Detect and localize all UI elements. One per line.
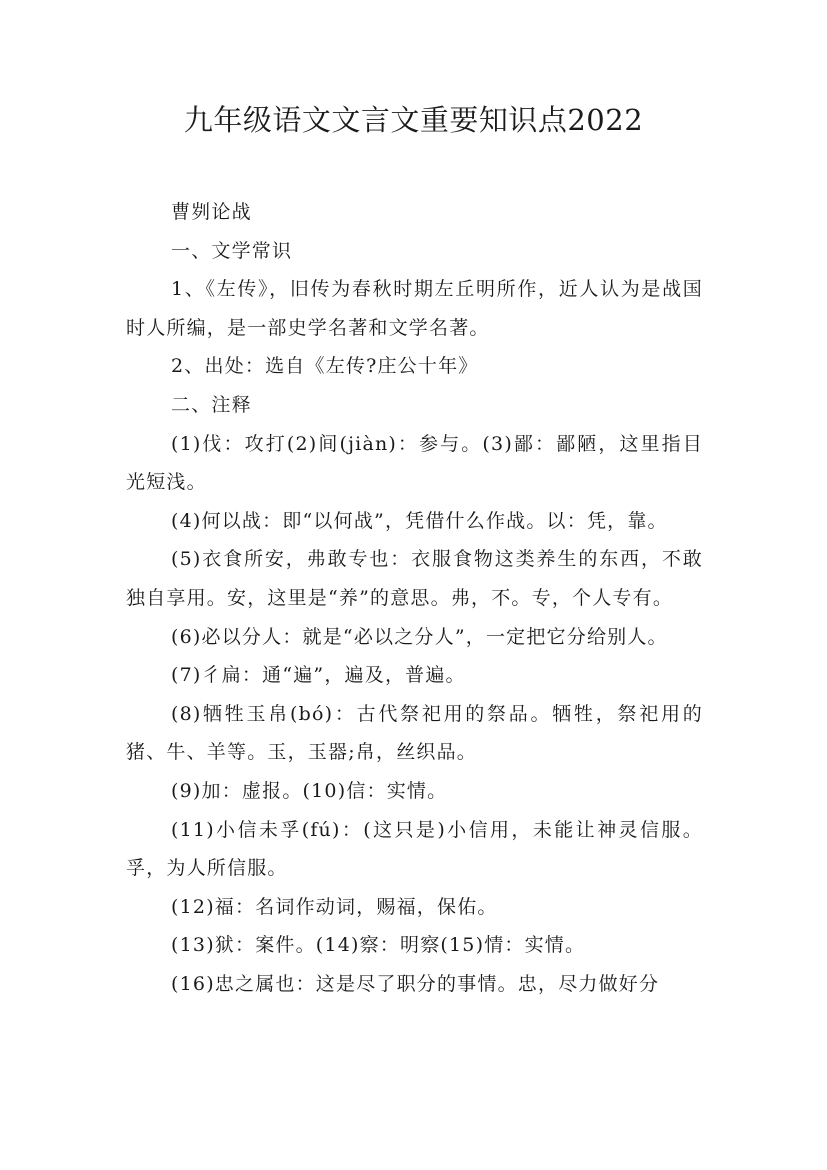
paragraph-zuozhuan: 1、《左传》，旧传为春秋时期左丘明所作，近人认为是战国时人所编，是一部史学名著和文学名著。 (126, 278, 703, 339)
annotation-item: (12)福：名词作动词，赐福，保佑。 (171, 895, 498, 918)
document-body (126, 193, 703, 1003)
annotation-item: (6)必以分人：就是“必以之分人”，一定把它分给别人。 (171, 625, 668, 648)
paragraph-source: 2、出处：选自《左传?庄公十年》 (171, 355, 479, 378)
annotation-item: (13)狱：案件。(14)察：明察(15)情：实情。 (171, 934, 586, 957)
annotation-item: (4)何以战：即“以何战”，凭借什么作战。以：凭，靠。 (171, 509, 668, 532)
annotation-item: (5)衣食所安，弗敢专也：衣服食物这类养生的东西，不敢独自享用。安，这里是“养”的意思。弗，不。专，个人专有。 (126, 548, 703, 609)
annotation-item: (9)加：虚报。(10)信：实情。 (171, 779, 448, 802)
document-title: 九年级语文文言文重要知识点2022 (183, 103, 644, 137)
annotation-item: (16)忠之属也：这是尽了职分的事情。忠，尽力做好分 (171, 972, 660, 995)
annotation-item: (1)伐：攻打(2)间(jiàn)：参与。(3)鄙：鄙陋，这里指目光短浅。 (126, 432, 703, 494)
section-heading-annotations: 二、注释 (171, 393, 252, 416)
annotation-item: (7)彳扁：通“遍”，遍及，普遍。 (171, 664, 466, 687)
section-heading-title: 曹刿论战 (171, 201, 252, 223)
section-heading-literary-knowledge: 一、文学常识 (171, 239, 293, 262)
annotation-item: (11)小信未孚(fú)：(这只是)小信用，未能让神灵信服。孚，为人所信服。 (126, 818, 703, 880)
annotation-item: (8)牺牲玉帛(bó)：古代祭祀用的祭品。牺牲，祭祀用的猪、牛、羊等。玉，玉器;帛，丝织品。 (126, 702, 703, 764)
